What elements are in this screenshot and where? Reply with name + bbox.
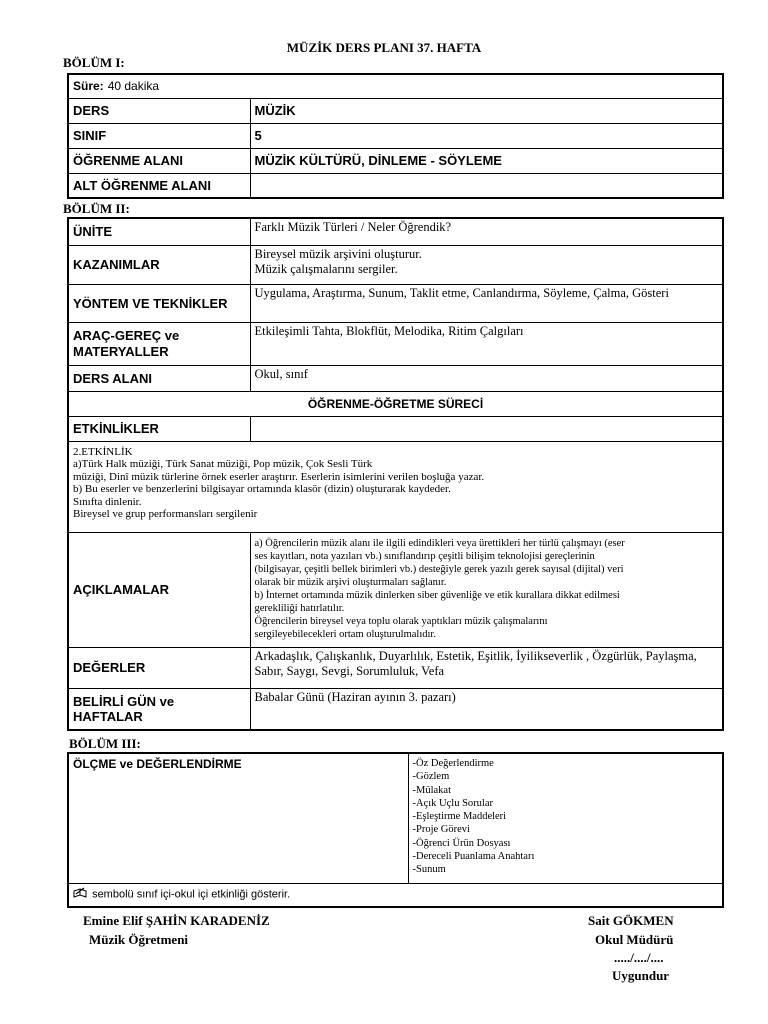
olcme-list — [408, 753, 723, 883]
olcme-item: -Açık Uçlu Sorular — [412, 797, 493, 809]
duration-value: 40 dakika — [107, 79, 160, 94]
olcme-item: -Proje Görevi — [412, 824, 470, 836]
etkinlik-label: ETKİNLİKLER — [68, 416, 250, 441]
symbol-note-cell — [68, 883, 723, 907]
ders-alani-label: DERS ALANI — [68, 365, 250, 391]
unite-label: ÜNİTE — [68, 218, 250, 245]
pencil-book-icon — [73, 887, 87, 902]
aciklama-line: gerekliliği hatırlatılır. — [254, 602, 345, 614]
row-label-ogrenme-alani: ÖĞRENME ALANI — [68, 148, 250, 173]
section3-heading: BÖLÜM III: — [69, 736, 141, 751]
arac-label-line2: MATERYALLER — [73, 343, 169, 359]
teacher-name: Emine Elif ŞAHİN KARADENİZ — [83, 913, 270, 928]
etkinlik-line: Sınıfta dinlenir. — [73, 495, 142, 508]
olcme-item: -Öğrenci Ürün Dosyası — [412, 837, 511, 849]
section3-table — [67, 752, 724, 908]
row-value-alt-ogrenme-alani — [250, 173, 723, 198]
etkinlik-line: 2.ETKİNLİK — [73, 445, 133, 458]
degerler-value: Arkadaşlık, Çalışkanlık, Duyarlılık, Estetik, Eşitlik, İyilikseverlik , Özgürlük, Paylaşma, Sabır, Saygı, Sevgi, Sorumluluk, Vefa — [250, 647, 723, 688]
kazanim-value — [250, 245, 723, 284]
surec-heading: ÖĞRENME-ÖĞRETME SÜRECİ — [68, 391, 723, 416]
olcme-item: -Sunum — [412, 864, 446, 876]
kazanim-line: Müzik çalışmalarını sergiler. — [254, 261, 398, 276]
belirli-gun-label — [68, 688, 250, 730]
etkinlik-value — [250, 416, 723, 441]
kazanim-label: KAZANIMLAR — [68, 245, 250, 284]
page-title: MÜZİK DERS PLANI 37. HAFTA — [286, 40, 482, 55]
etkinlik-line: a)Türk Halk müziği, Türk Sanat müziği, Pop müzik, Çok Sesli Türk — [73, 458, 373, 470]
aciklama-line: olarak bir müzik arşivi oluşturmaları sağlanır. — [254, 576, 447, 588]
etkinlik-line: b) Bu eserler ve benzerlerini bilgisayar ortamında klasör (dizin) oluşturarak kaydeder. — [73, 483, 451, 495]
etkinlik-text — [68, 441, 723, 532]
principal-name: Sait GÖKMEN — [588, 913, 674, 928]
arac-value: Etkileşimli Tahta, Blokflüt, Melodika, Ritim Çalgıları — [250, 322, 723, 365]
ders-alani-value: Okul, sınıf — [250, 365, 723, 391]
section2-table — [67, 217, 724, 731]
teacher-title: Müzik Öğretmeni — [89, 932, 189, 947]
aciklama-line: Öğrencilerin bireysel veya toplu olarak yaptıkları müzik çalışmalarını — [254, 615, 548, 627]
olcme-item: -Mülakat — [412, 784, 451, 796]
etkinlik-line: Bireysel ve grup performansları sergilenir — [73, 508, 258, 520]
olcme-label: ÖLÇME ve DEĞERLENDİRME — [68, 753, 408, 883]
degerler-label: DEĞERLER — [68, 647, 250, 688]
section1-heading: BÖLÜM I: — [63, 55, 125, 70]
yontem-value: Uygulama, Araştırma, Sunum, Taklit etme, Canlandırma, Söyleme, Çalma, Gösteri — [250, 284, 723, 322]
aciklama-line: a) Öğrencilerin müzik alanı ile ilgili edindikleri veya ürettikleri her türlü çalışmayı (eser — [254, 537, 625, 549]
row-label-ders: DERS — [68, 98, 250, 123]
approval: Uygundur — [612, 968, 670, 983]
section1-table — [67, 73, 724, 199]
etkinlik-line: müziği, Dinî müzik türlerine örnek eserler araştırır. Eserlerin isimlerini verilen boşluğa yazar. — [73, 470, 485, 483]
kazanim-line: Bireysel müzik arşivini oluşturur. — [254, 246, 422, 261]
olcme-item: -Öz Değerlendirme — [412, 758, 494, 769]
duration-label: Süre: — [73, 79, 104, 94]
aciklama-line: (bilgisayar, çeşitli bellek birimleri vb.) desteğiyle gerek yazılı gerek sayısal (dijital) veri — [254, 563, 624, 575]
row-value-ders: MÜZİK — [250, 98, 723, 123]
belirli-gun-label-line2: HAFTALAR — [73, 708, 143, 724]
arac-label — [68, 322, 250, 365]
olcme-item: -Gözlem — [412, 771, 450, 783]
date-placeholder: ...../..../.... — [614, 950, 664, 965]
aciklama-line: b) İnternet ortamında müzik dinlerken siber güvenliğe ve etik kurallara dikkat edilmesi — [254, 589, 620, 601]
section2-heading: BÖLÜM II: — [63, 201, 130, 216]
olcme-item: -Eşleştirme Maddeleri — [412, 811, 507, 823]
yontem-label: YÖNTEM VE TEKNİKLER — [68, 284, 250, 322]
principal-title: Okul Müdürü — [595, 932, 674, 947]
unite-value: Farklı Müzik Türleri / Neler Öğrendik? — [250, 218, 723, 245]
duration-cell — [68, 74, 723, 98]
row-value-sinif: 5 — [250, 123, 723, 148]
aciklama-line: ses kayıtları, nota yazıları vb.) sınıflandırıp çeşitli bilişim teknolojisi gereçlerinin — [254, 550, 595, 562]
aciklama-label: AÇIKLAMALAR — [68, 532, 250, 647]
row-value-ogrenme-alani: MÜZİK KÜLTÜRÜ, DİNLEME - SÖYLEME — [250, 148, 723, 173]
olcme-item: -Dereceli Puanlama Anahtarı — [412, 851, 535, 863]
arac-label-line1: ARAÇ-GEREÇ ve — [73, 327, 180, 343]
belirli-gun-value: Babalar Günü (Haziran ayının 3. pazarı) — [250, 688, 723, 730]
row-label-alt-ogrenme-alani: ALT ÖĞRENME ALANI — [68, 173, 250, 198]
symbol-note: sembolü sınıf içi-okul içi etkinliği gösterir. — [92, 888, 291, 901]
row-label-sinif: SINIF — [68, 123, 250, 148]
aciklama-value — [250, 532, 723, 647]
belirli-gun-label-line1: BELİRLİ GÜN ve — [73, 693, 175, 709]
aciklama-line: sergileyebilecekleri ortam oluşturulmalıdır. — [254, 628, 436, 640]
